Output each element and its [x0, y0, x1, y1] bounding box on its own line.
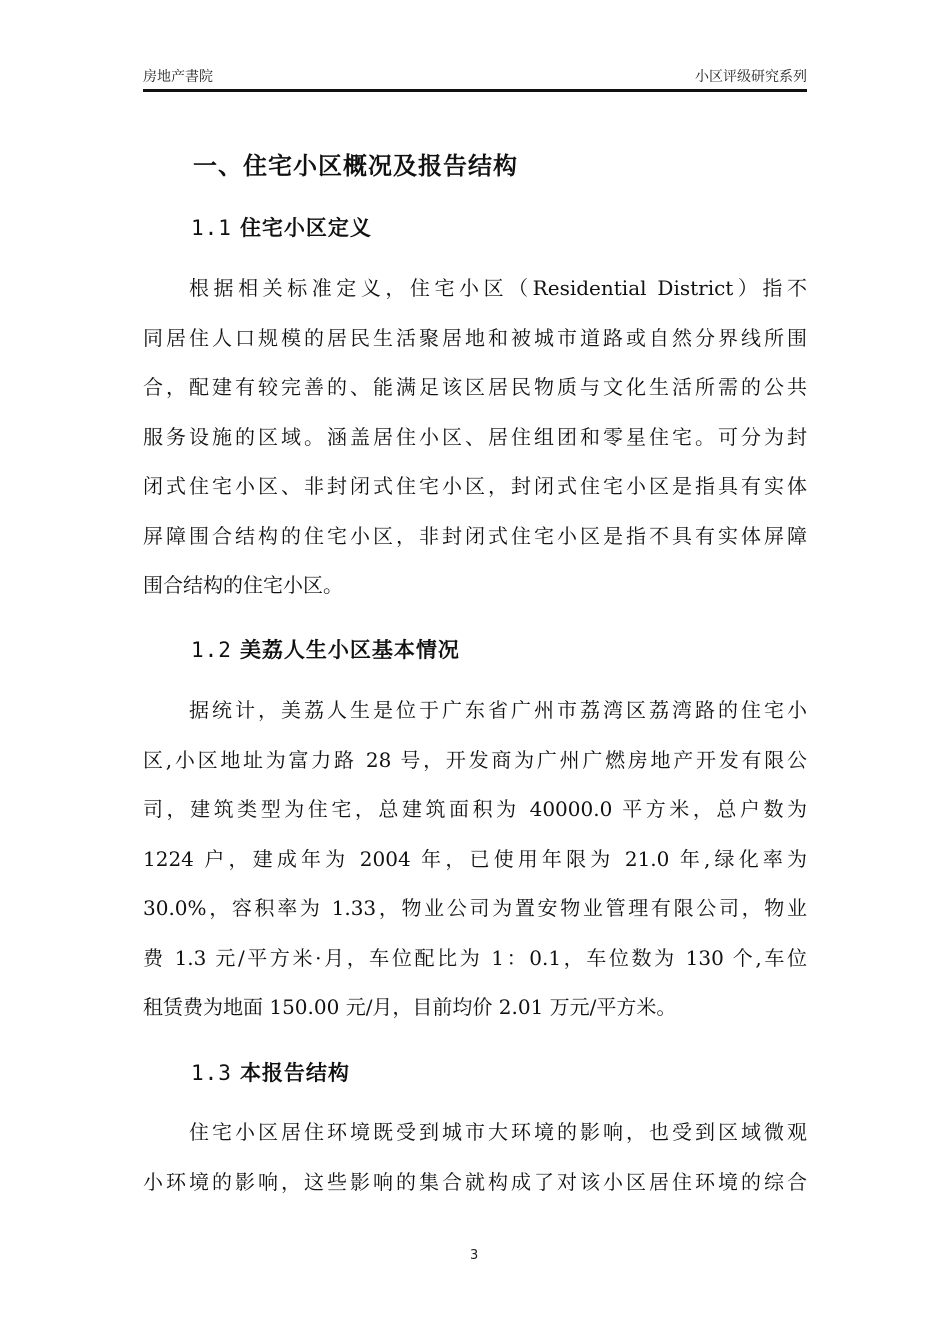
- text-line: 小环境的影响，这些影响的集合就构成了对该小区居住环境的综合: [143, 1169, 807, 1194]
- text-line: 费 1.3 元/平方米·月，车位配比为 1：0.1，车位数为 130 个,车位: [143, 945, 807, 970]
- text-line: 闭式住宅小区、非封闭式住宅小区，封闭式住宅小区是指具有实体: [143, 474, 807, 498]
- header-publisher: 房地产書院: [143, 69, 213, 85]
- text-line: 合，配建有较完善的、能满足该区居民物质与文化生活所需的公共: [143, 375, 807, 399]
- text-line: 30.0%，容积率为 1.33，物业公司为置安物业管理有限公司，物业: [143, 896, 807, 920]
- header-divider: [143, 89, 807, 92]
- text-line: 根据相关标准定义，住宅小区（Residential District）指不: [189, 276, 807, 300]
- section-title: 美荔人生小区基本情况: [239, 638, 460, 662]
- section-heading-1-2: [191, 634, 460, 664]
- section-heading-1-3: [191, 1057, 350, 1087]
- text-line: 区,小区地址为富力路 28 号，开发商为广州广燃房地产开发有限公: [143, 747, 807, 772]
- text-line: 围合结构的住宅小区。: [143, 573, 343, 597]
- text-line: 同居住人口规模的居民生活聚居地和被城市道路或自然分界线所围: [143, 325, 807, 350]
- section-number: 1.2: [191, 638, 232, 662]
- section-title: 本报告结构: [239, 1061, 350, 1085]
- text-line: 住宅小区居住环境既受到城市大环境的影响，也受到区域微观: [189, 1120, 807, 1144]
- section-heading-1-1: [191, 212, 372, 242]
- text-line: 1224 户，建成年为 2004 年，已使用年限为 21.0 年,绿化率为: [143, 846, 807, 871]
- page-header: [143, 66, 807, 88]
- section-1-2-body: [143, 686, 807, 1033]
- header-series: 小区评级研究系列: [695, 69, 807, 85]
- section-number: 1.1: [191, 216, 232, 240]
- page-number: 3: [470, 1248, 479, 1263]
- text-line: 服务设施的区域。涵盖居住小区、居住组团和零星住宅。可分为封: [143, 424, 807, 449]
- section-1-1-body: [143, 264, 807, 611]
- section-title: 住宅小区定义: [239, 216, 372, 240]
- chapter-title: 一、住宅小区概况及报告结构: [193, 152, 518, 180]
- section-number: 1.3: [191, 1061, 232, 1085]
- text-line: 屏障围合结构的住宅小区，非封闭式住宅小区是指不具有实体屏障: [143, 523, 807, 548]
- text-line: 据统计，美荔人生是位于广东省广州市荔湾区荔湾路的住宅小: [189, 698, 807, 722]
- section-1-3-body: [143, 1108, 807, 1207]
- text-line: 司，建筑类型为住宅，总建筑面积为 40000.0 平方米，总户数为: [143, 797, 807, 821]
- text-line: 租赁费为地面 150.00 元/月，目前均价 2.01 万元/平方米。: [143, 995, 677, 1019]
